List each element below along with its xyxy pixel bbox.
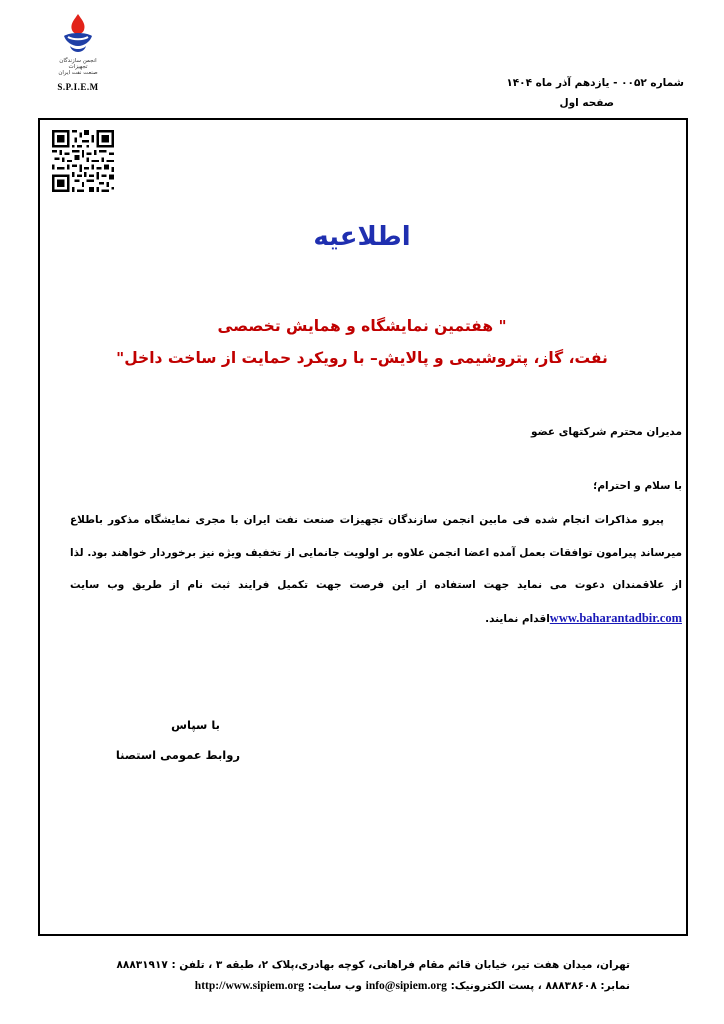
logo-brand: S.P.I.E.M	[57, 82, 99, 92]
footer-fax: نمابر: ۸۸۸۳۸۶۰۸ ، پست الکترونیک:	[450, 980, 630, 992]
logo-org-line3: صنعت نفت ایران	[58, 70, 98, 76]
registration-website-link[interactable]: www.baharantadbir.com	[549, 610, 682, 625]
notice-subtitle	[0, 310, 724, 374]
qr-code-icon	[52, 130, 114, 192]
document-header	[384, 73, 684, 113]
greeting: با سلام و احترام؛	[593, 480, 682, 492]
footer-contact-line	[100, 976, 630, 997]
organization-logo	[40, 12, 116, 92]
page-number: صفحه اول	[559, 97, 614, 109]
subtitle-line-1: " هفتمین نمایشگاه و همایش تخصصی	[217, 317, 507, 335]
footer-address: تهران، میدان هفت تیر، خیابان قائم مقام فراهانی، کوچه بهادری،پلاک ۲، طبقه ۳ ، تلفن : ۸۸۸۳۱۹۱۷	[116, 959, 630, 971]
signature-block	[0, 710, 240, 770]
paragraph-text: پیرو مذاکرات انجام شده فی مابین انجمن سازندگان تجهیزات صنعت نفت ایران با مجری نمایشگاه مذکور باطلاع میرساند پیرامون توافقات بعمل آمده اعضا انجمن علاوه بر اولویت جانمایی از تخفیف ویژه نیز برخوردار خواهند بود. لذا از علاقمندان دعوت می نماید جهت استفاده از این فرصت جهت تکمیل فرایند ثبت نام از طریق وب سایت	[70, 514, 682, 591]
addressee: مدیران محترم شرکتهای عضو	[531, 426, 682, 438]
footer-contact	[100, 955, 630, 997]
spiem-emblem-icon	[40, 12, 116, 58]
logo-org-line2: تجهیزات	[68, 64, 88, 70]
footer-email[interactable]: info@sipiem.org	[365, 980, 447, 992]
footer-website[interactable]: http://www.sipiem.org	[194, 980, 305, 992]
sender-name: روابط عمومی استصنا	[115, 748, 240, 762]
footer-site-label: وب سایت:	[307, 980, 362, 992]
notice-title: اطلاعیه	[313, 222, 411, 252]
body-paragraph	[70, 504, 682, 635]
thanks-text: با سپاس	[171, 718, 220, 732]
logo-org-line1: انجمن سازندگان	[59, 58, 97, 64]
paragraph-end: اقدام نمایند.	[485, 612, 550, 625]
document-number: شماره ۰۰۵۲ - یازدهم آذر ماه ۱۴۰۴	[506, 77, 684, 89]
subtitle-line-2: نفت، گاز، پتروشیمی و پالایش– با رویکرد حمایت از ساخت داخل"	[116, 349, 608, 367]
